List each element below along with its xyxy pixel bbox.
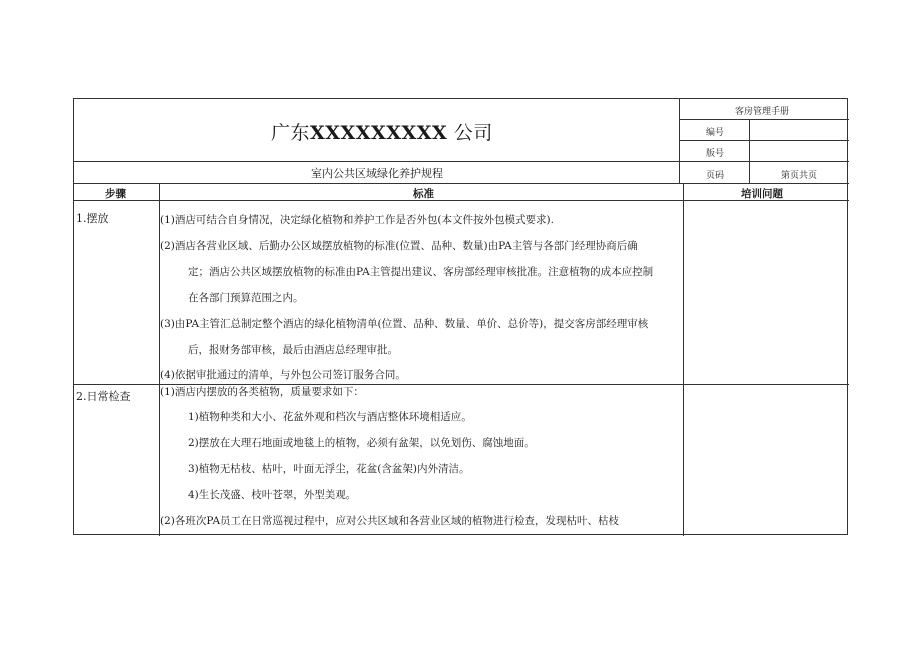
- training-column-header: 培训问题: [741, 188, 783, 200]
- page-label: 页码: [706, 171, 725, 181]
- standard-line: 2)摆放在大理石地面或地毯上的植物，必须有盆架，以免划伤、腐蚀地面。: [188, 437, 535, 449]
- standard-line: (2)酒店各营业区域、后勤办公区域摆放植物的标准(位置、品种、数量)由PA主管与各部门经理协商后确: [160, 240, 638, 252]
- standard-line: 3)植物无枯枝、枯叶，叶面无浮尘，花盆(含盆架)内外清洁。: [188, 463, 470, 475]
- number-label: 编号: [706, 128, 725, 138]
- standard-line: (1)酒店可结合自身情况，决定绿化植物和养护工作是否外包(本文件按外包模式要求).: [160, 214, 554, 226]
- header-divider-vertical: [679, 99, 680, 183]
- step-column-divider: [159, 183, 160, 536]
- meta-row-divider: [679, 119, 849, 120]
- step-label: 2.日常检查: [76, 390, 131, 403]
- manual-name: 客房管理手册: [735, 107, 790, 117]
- header-row-top: [74, 183, 849, 184]
- standard-line: (1)酒店内摆放的各类植物，质量要求如下：: [160, 386, 364, 398]
- standard-line: 后，报财务部审核，最后由酒店总经理审批。: [188, 344, 398, 356]
- standard-line: 在各部门预算范围之内。: [188, 292, 304, 304]
- standard-column-header: 标准: [413, 188, 434, 200]
- meta-row-divider: [679, 140, 849, 141]
- procedure-document: [73, 98, 848, 535]
- step-label: 1.摆放: [76, 212, 109, 225]
- meta-divider-vertical: [749, 119, 750, 183]
- procedure-title: 室内公共区域绿化养护规程: [311, 167, 443, 180]
- company-title: 广东XXXXXXXXX 公司: [271, 122, 493, 144]
- step-column-header: 步骤: [105, 188, 126, 200]
- standard-line: (3)由PA主管汇总制定整个酒店的绿化植物清单(位置、品种、数量、单价、总价等)，提交客房部经理审核: [160, 318, 649, 330]
- version-label: 版号: [706, 149, 725, 159]
- standard-line: 1)植物种类和大小、花盆外观和档次与酒店整体环境相适应。: [188, 411, 472, 423]
- standard-column-divider: [683, 183, 684, 536]
- title-row-divider: [74, 161, 849, 162]
- standard-line: (2)各班次PA员工在日常巡视过程中，应对公共区域和各营业区域的植物进行检查，发现枯叶、枯枝: [160, 515, 620, 527]
- standard-line: (4)依据审批通过的清单，与外包公司签订服务合同。: [160, 369, 406, 381]
- header-row-bottom: [74, 200, 849, 201]
- standard-line: 4)生长茂盛、枝叶苍翠，外型美观。: [188, 489, 357, 501]
- standard-line: 定；酒店公共区域摆放植物的标准由PA主管提出建议、客房部经理审核批准。注意植物的成本应控制: [188, 266, 654, 278]
- page-value: 第页共页: [781, 171, 818, 181]
